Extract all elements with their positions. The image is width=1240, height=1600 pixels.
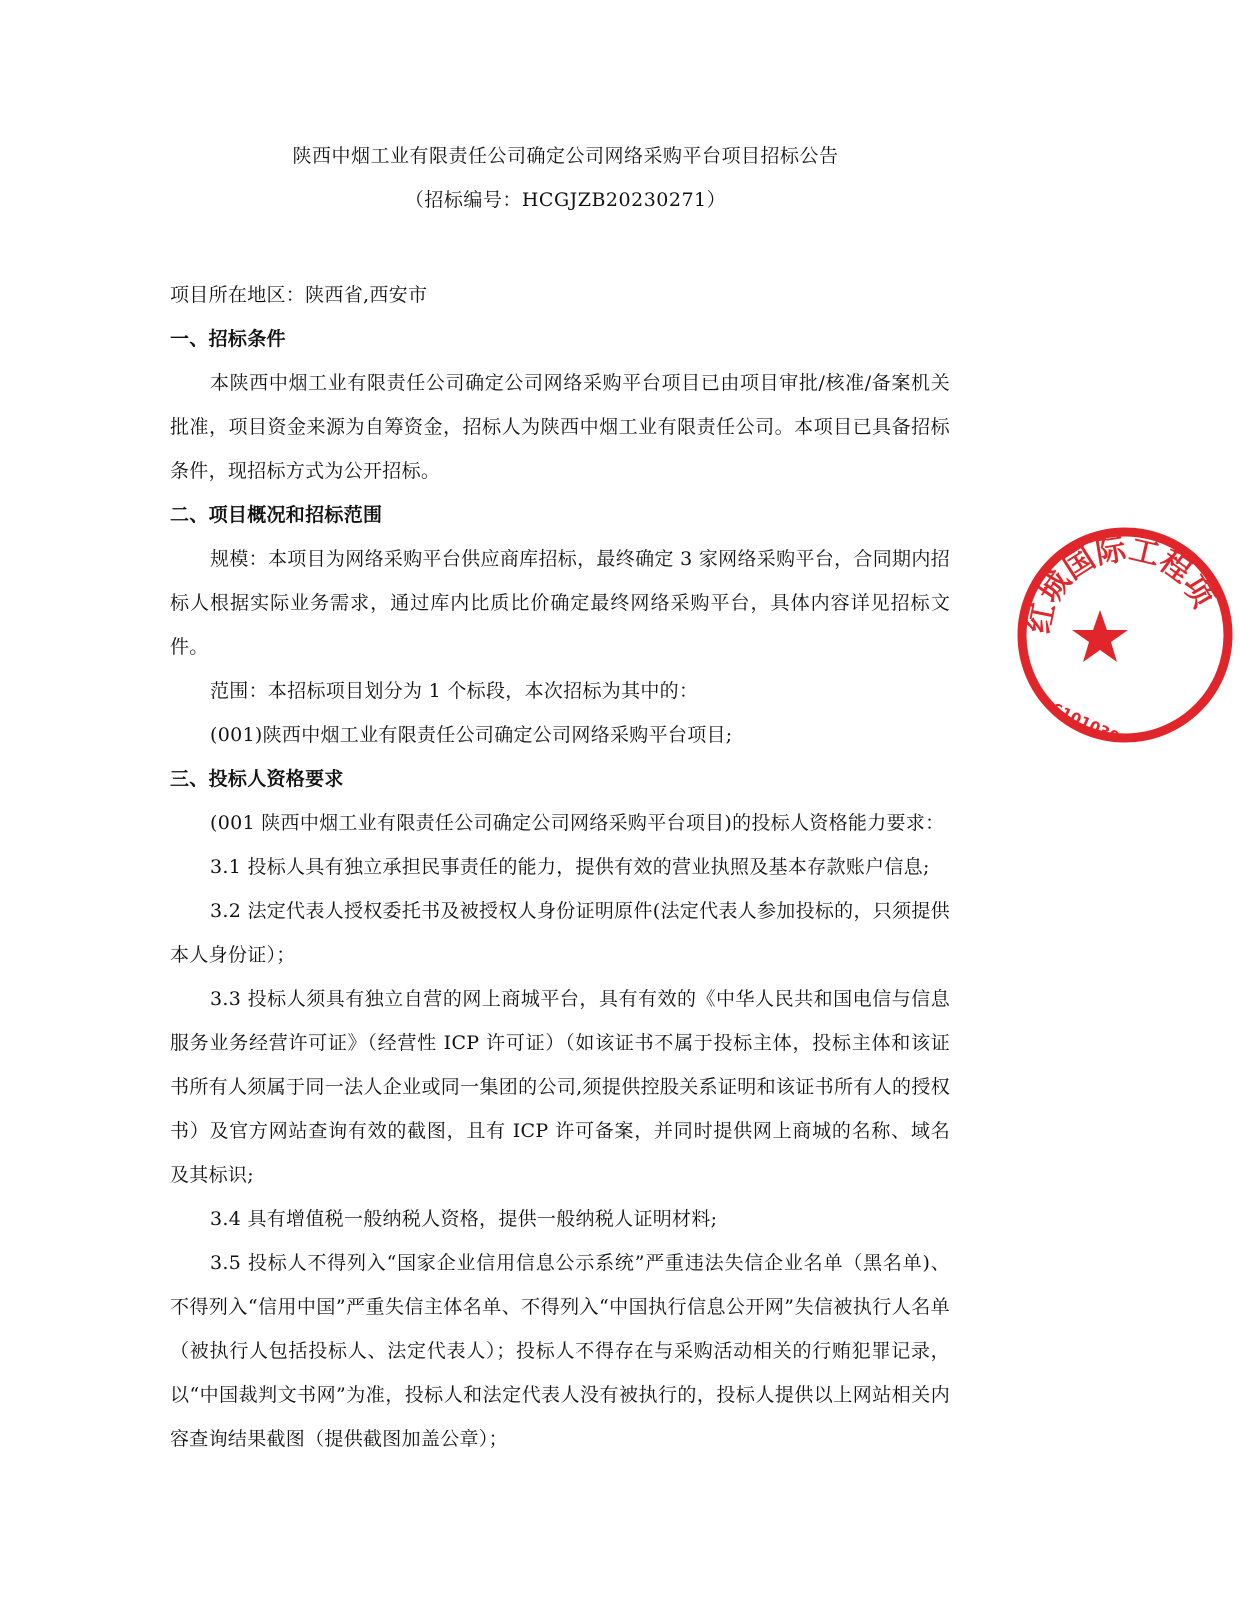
paragraph: 项目所在地区：陕西省,西安市 xyxy=(170,284,428,306)
paragraph: (001)陕西中烟工业有限责任公司确定公司网络采购平台项目; xyxy=(210,724,733,746)
seal-text: 红城国际工程项 xyxy=(1022,531,1221,637)
paragraph: 3.4 具有增值税一般纳税人资格，提供一般纳税人证明材料; xyxy=(210,1208,718,1230)
paragraph: 3.3 投标人须具有独立自营的网上商城平台，具有有效的《中华人民共和国电信与信息服务业务经营许可证》（经营性 ICP 许可证）（如该证书不属于投标主体，投标主体和该证书所有人须属于同一法人企业或同一集团的公司,须提供控股关系证明和该证书所有人的授权书）及官方网站查询有效的截图，且有 ICP 许可备案，并同时提供网上商城的名称、域名及其标识; xyxy=(170,988,950,1186)
document-body xyxy=(170,273,950,1461)
paragraph: (001 陕西中烟工业有限责任公司确定公司网络采购平台项目)的投标人资格能力要求： xyxy=(210,812,945,834)
section-heading: 一、招标条件 xyxy=(170,328,286,350)
section-heading: 三、投标人资格要求 xyxy=(170,768,344,790)
paragraph: 范围：本招标项目划分为 1 个标段，本次招标为其中的： xyxy=(210,680,699,702)
paragraph: 3.5 投标人不得列入“国家企业信用信息公示系统”严重违法失信企业名单（黑名单)、不得列入“信用中国”严重失信主体名单、不得列入“中国执行信息公开网”失信被执行人名单（被执行人包括投标人、法定代表人）；投标人不得存在与采购活动相关的行贿犯罪记录，以“中国裁判文书网”为准，投标人和法定代表人没有被执行的，投标人提供以上网站相关内容查询结果截图（提供截图加盖公章）； xyxy=(170,1252,950,1450)
paragraph: 规模：本项目为网络采购平台供应商库招标，最终确定 3 家网络采购平台，合同期内招标人根据实际业务需求，通过库内比质比价确定最终网络采购平台，具体内容详见招标文件。 xyxy=(170,548,950,658)
company-seal xyxy=(1010,520,1240,750)
paragraph: 3.2 法定代表人授权委托书及被授权人身份证明原件(法定代表人参加投标的，只须提供本人身份证）； xyxy=(170,900,950,966)
bid-number: （招标编号：HCGJZB20230271） xyxy=(404,189,727,211)
paragraph: 本陕西中烟工业有限责任公司确定公司网络采购平台项目已由项目审批/核准/备案机关批准，项目资金来源为自筹资金，招标人为陕西中烟工业有限责任公司。本项目已具备招标条件，现招标方式为公开招标。 xyxy=(170,372,950,482)
document-title: 陕西中烟工业有限责任公司确定公司网络采购平台项目招标公告 xyxy=(292,145,839,167)
section-heading: 二、项目概况和招标范围 xyxy=(170,504,383,526)
seal-number: 6101030 xyxy=(1048,699,1123,747)
paragraph: 3.1 投标人具有独立承担民事责任的能力，提供有效的营业执照及基本存款账户信息; xyxy=(210,856,930,878)
seal-star-icon xyxy=(1072,610,1128,662)
